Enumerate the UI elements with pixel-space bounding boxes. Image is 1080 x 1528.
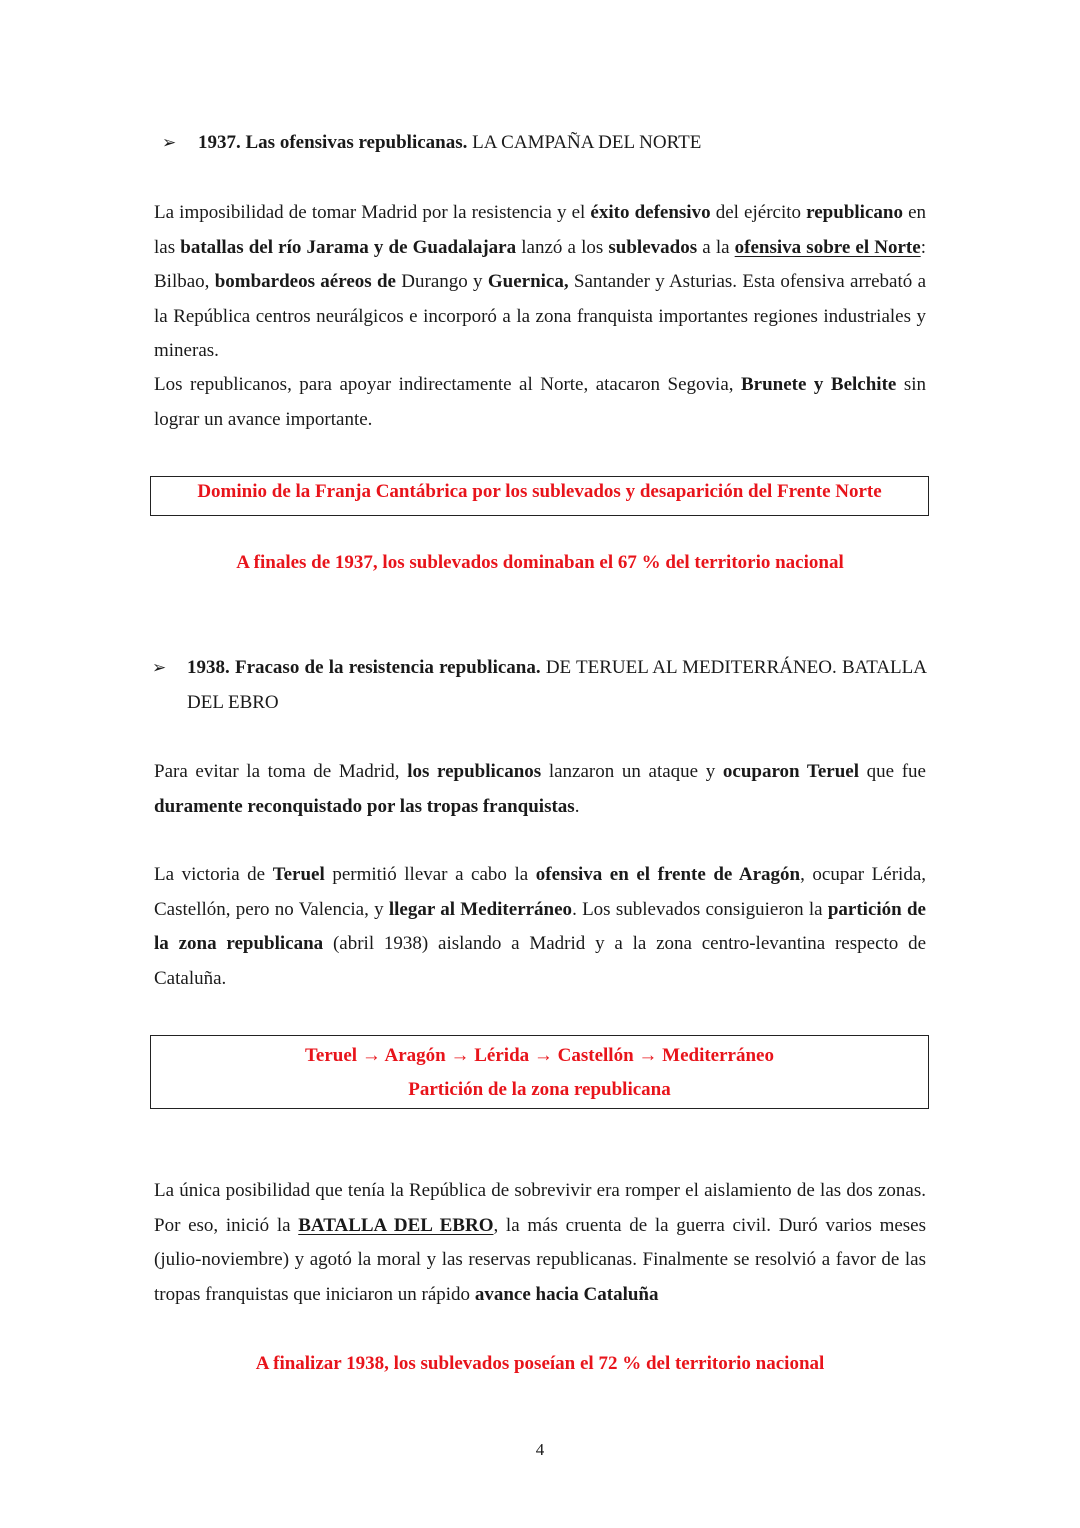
text-run: La victoria de: [154, 864, 273, 885]
section-heading-1938: [152, 650, 927, 720]
route-line: Teruel → Aragón → Lérida → Castellón → Mediterráneo: [305, 1045, 774, 1066]
text-run: Guernica,: [487, 271, 569, 292]
text-run: (abril 1938) aislando a Madrid y a la zona centro-levantina respecto de Cataluña.: [154, 933, 927, 989]
text-run: del ejército: [710, 202, 807, 223]
summary-1938: A finalizar 1938, los sublevados poseían el 72 % del territorio nacional: [255, 1353, 825, 1374]
text-run: BATALLA DEL EBRO: [298, 1214, 494, 1236]
text-run: , ocupar Lérida, Castellón, pero no Valencia, y: [154, 864, 926, 920]
text-run: lanzaron un ataque y: [541, 761, 723, 782]
text-run: Para evitar la toma de Madrid,: [154, 761, 408, 782]
paragraph-ebro: [154, 1174, 926, 1312]
paragraph-norte: [154, 196, 926, 369]
heading-text: . Las ofensivas republicanas.: [236, 132, 473, 153]
text-run: La imposibilidad de tomar Madrid por la resistencia y el: [154, 202, 591, 223]
text-run: La única posibilidad que tenía la República de sobrevivir era romper el aislamiento de las dos zonas. Por eso, inició la: [154, 1180, 926, 1236]
text-run: Brunete y Belchite: [741, 374, 897, 395]
heading-text: . Fracaso de la resistencia republicana.: [225, 657, 546, 678]
text-run: .: [574, 795, 580, 817]
text-run: Los republicanos, para apoyar indirectamente al Norte, atacaron Segovia,: [154, 374, 741, 395]
text-run: llegar al Mediterráneo: [388, 898, 573, 920]
arrow-bullet-icon: ➢: [162, 133, 177, 152]
paragraph-teruel: [154, 755, 926, 824]
text-run: partición de la zona republicana: [154, 898, 926, 954]
arrow-bullet-icon: ➢: [152, 658, 167, 677]
text-run: a la: [697, 236, 735, 258]
text-run: sin lograr un avance importante.: [154, 374, 927, 430]
text-run: ocuparon Teruel: [722, 761, 859, 782]
text-run: Santander y Asturias. Esta ofensiva arrebató a la República centros neurálgicos e incorporó a la zona franquista importantes regiones industriales y mineras.: [154, 271, 926, 361]
text-run: lanzó a los: [516, 236, 609, 258]
text-run: los republicanos: [407, 761, 542, 782]
text-run: permitió llevar a cabo la: [324, 864, 536, 885]
box-text: Dominio de la Franja Cantábrica por los sublevados y desaparición del Frente Norte: [197, 481, 882, 502]
text-run: sublevados: [608, 236, 698, 258]
text-run: bombardeos aéreos de: [214, 271, 396, 292]
paragraph-aragon: [154, 858, 926, 996]
text-run: . Los sublevados consiguieron la: [572, 898, 828, 920]
heading-caps: LA CAMPAÑA DEL NORTE: [472, 132, 702, 153]
text-run: Teruel: [272, 864, 325, 885]
heading-year: 1938: [187, 657, 225, 678]
paragraph-republicanos: [154, 368, 926, 437]
text-run: en las: [154, 202, 926, 258]
text-run: éxito defensivo: [590, 202, 711, 223]
summary-box-route: [150, 1035, 929, 1109]
heading-year: 1937: [198, 132, 236, 153]
text-run: Durango y: [395, 271, 488, 292]
page-number: 4: [535, 1440, 545, 1459]
text-run: avance hacia Cataluña: [474, 1283, 659, 1305]
text-run: : Bilbao,: [154, 236, 926, 292]
text-run: batallas del río Jarama y de Guadalajara: [180, 236, 517, 258]
text-run: , la más cruenta de la guerra civil. Duró varios meses (julio-noviembre) y agotó la moral y las reservas republicanas. Finalmente se resolvió a favor de las tropas franquistas que iniciaron un rápido: [154, 1214, 927, 1305]
partition-line: Partición de la zona republicana: [408, 1079, 671, 1100]
text-run: duramente reconquistado por las tropas franquistas: [154, 795, 575, 817]
text-run: ofensiva sobre el Norte: [734, 236, 921, 258]
text-run: ofensiva en el frente de Aragón: [535, 864, 801, 885]
heading-caps: DE TERUEL AL MEDITERRÁNEO. BATALLA DEL EBRO: [187, 657, 927, 713]
text-run: republicano: [806, 202, 903, 223]
text-run: que fue: [859, 761, 926, 782]
summary-1937: A finales de 1937, los sublevados dominaban el 67 % del territorio nacional: [236, 552, 844, 573]
summary-box-norte: [150, 476, 929, 516]
